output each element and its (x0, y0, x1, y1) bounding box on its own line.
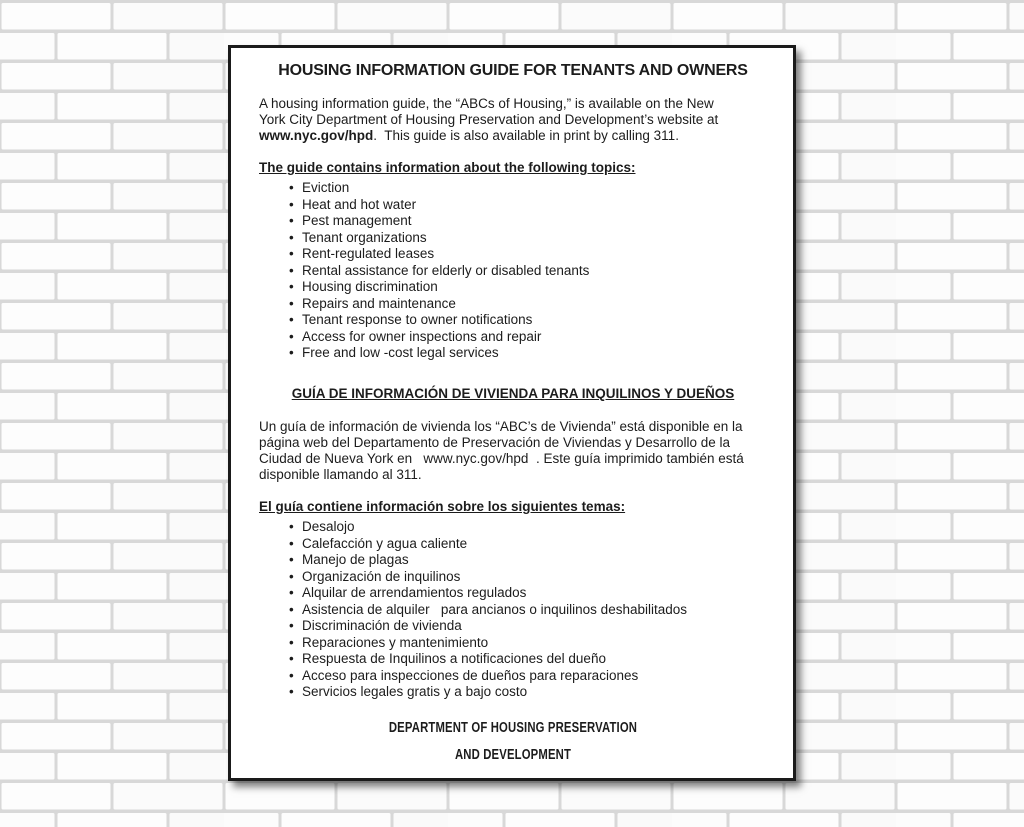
intro-es-line1: Un guía de información de vivienda los “ABC’s de Vivienda” está disponible en la (259, 419, 743, 434)
footer-line2: AND DEVELOPMENT (454, 746, 572, 763)
list-item: • Tenant response to owner notifications (302, 312, 767, 329)
list-item: • Rental assistance for elderly or disabled tenants (302, 263, 767, 280)
list-item: • Rent-regulated leases (302, 246, 767, 263)
list-item: • Desalojo (302, 519, 767, 536)
list-item: • Pest management (302, 213, 767, 230)
list-item: • Organización de inquilinos (302, 569, 767, 586)
list-item: • Eviction (302, 180, 767, 197)
poster-heading-es: GUÍA DE INFORMACIÓN DE VIVIENDA PARA INQUILINOS Y DUEÑOS (291, 385, 735, 401)
list-item: • Housing discrimination (302, 279, 767, 296)
intro-en-line2: York City Department of Housing Preservation and Development’s website at (259, 112, 719, 127)
list-item: • Alquilar de arrendamientos regulados (302, 585, 767, 602)
list-item: • Acceso para inspecciones de dueños para reparaciones (302, 668, 767, 685)
list-item: • Asistencia de alquiler para ancianos o inquilinos deshabilitados (302, 602, 767, 619)
list-item: • Calefacción y agua caliente (302, 536, 767, 553)
list-item: • Manejo de plagas (302, 552, 767, 569)
intro-es-line3-after: . Este guía imprimido también está (528, 451, 744, 466)
intro-en-after-link: . This guide is also available in print by calling 311. (373, 128, 679, 143)
intro-en-line1: A housing information guide, the “ABCs of Housing,” is available on the New (259, 96, 714, 111)
poster-content (231, 48, 793, 769)
list-item: • Respuesta de Inquilinos a notificaciones del dueño (302, 651, 767, 668)
list-item: • Servicios legales gratis y a bajo costo (302, 684, 767, 701)
intro-es-line3-before: Ciudad de Nueva York en (259, 451, 424, 466)
footer-line1: DEPARTMENT OF HOUSING PRESERVATION (388, 719, 638, 736)
intro-paragraph-es (259, 419, 767, 483)
topics-list-en (259, 180, 767, 362)
hpd-url-en: www.nyc.gov/hpd (259, 128, 374, 143)
intro-es-line2: página web del Departamento de Preservación de Viviendas y Desarrollo de la (259, 435, 731, 450)
hpd-url-es: www.nyc.gov/hpd (423, 451, 529, 466)
list-item: • Tenant organizations (302, 230, 767, 247)
list-item: • Repairs and maintenance (302, 296, 767, 313)
housing-guide-poster (228, 45, 796, 781)
list-item: • Discriminación de vivienda (302, 618, 767, 635)
topics-heading-es: El guía contiene información sobre los siguientes temas: (259, 499, 626, 514)
topics-heading-en: The guide contains information about the following topics: (259, 160, 636, 175)
intro-paragraph-en (259, 96, 767, 144)
list-item: • Free and low -cost legal services (302, 345, 767, 362)
list-item: • Heat and hot water (302, 197, 767, 214)
list-item: • Reparaciones y mantenimiento (302, 635, 767, 652)
list-item: • Access for owner inspections and repair (302, 329, 767, 346)
intro-es-line4: disponible llamando al 311. (259, 467, 422, 482)
topics-list-es (259, 519, 767, 701)
department-footer (259, 715, 767, 769)
poster-title: HOUSING INFORMATION GUIDE FOR TENANTS AND OWNERS (278, 62, 748, 79)
